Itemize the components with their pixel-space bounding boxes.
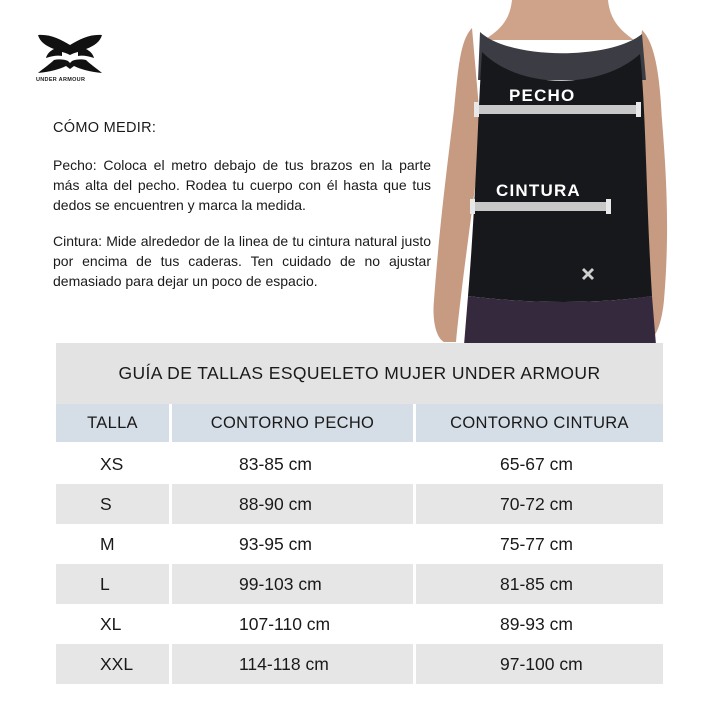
waist-cell: 97-100 cm <box>416 644 663 684</box>
waist-cell: 75-77 cm <box>500 533 573 554</box>
measuring-instructions <box>53 118 431 291</box>
table-row <box>56 564 663 604</box>
table-title: GUÍA DE TALLAS ESQUELETO MUJER UNDER ARMOUR <box>56 343 663 404</box>
chest-cell: 114-118 cm <box>172 644 413 684</box>
size-guide-table <box>56 343 663 684</box>
brand-name: UNDER ARMOUR <box>36 77 86 83</box>
chest-instructions: Pecho: Coloca el metro debajo de tus brazos en la parte más alta del pecho. Rodea tu cuerpo con él hasta que tus dedos se encuentren y marca la medida. <box>53 157 431 213</box>
table-header-row <box>56 404 663 442</box>
chest-cell: 88-90 cm <box>172 484 413 524</box>
waist-cell: 81-85 cm <box>416 564 663 604</box>
waist-band-label: CINTURA <box>496 181 581 200</box>
header-size: TALLA <box>56 404 169 442</box>
instructions-title: CÓMO MEDIR: <box>53 120 157 136</box>
table-row <box>56 524 663 564</box>
table-row <box>56 604 663 644</box>
under-armour-logo-icon <box>36 34 104 74</box>
size-cell: XXL <box>56 644 169 684</box>
size-cell: XS <box>100 453 124 474</box>
waist-instructions: Cintura: Mide alrededor de la linea de tu cintura natural justo por encima de tus caderas. Ten cuidado de no ajustar demasiado para dejar un poco de espacio. <box>53 233 431 289</box>
waist-cell: 89-93 cm <box>500 613 573 634</box>
chest-band-label: PECHO <box>509 86 576 105</box>
header-waist: CONTORNO CINTURA <box>416 404 663 442</box>
model-figure <box>420 0 719 345</box>
size-cell: M <box>100 533 115 554</box>
size-cell: XL <box>100 613 122 634</box>
size-cell: L <box>56 564 169 604</box>
chest-cell: 93-95 cm <box>239 533 312 554</box>
chest-cell: 83-85 cm <box>239 453 312 474</box>
brand-logo <box>36 34 104 83</box>
table-row <box>56 484 663 524</box>
table-row <box>56 644 663 684</box>
model-illustration <box>420 0 719 345</box>
table-row <box>56 444 663 484</box>
waist-cell: 70-72 cm <box>416 484 663 524</box>
waist-cell: 65-67 cm <box>500 453 573 474</box>
chest-cell: 107-110 cm <box>239 613 331 634</box>
header-chest: CONTORNO PECHO <box>172 404 413 442</box>
size-cell: S <box>56 484 169 524</box>
chest-cell: 99-103 cm <box>172 564 413 604</box>
